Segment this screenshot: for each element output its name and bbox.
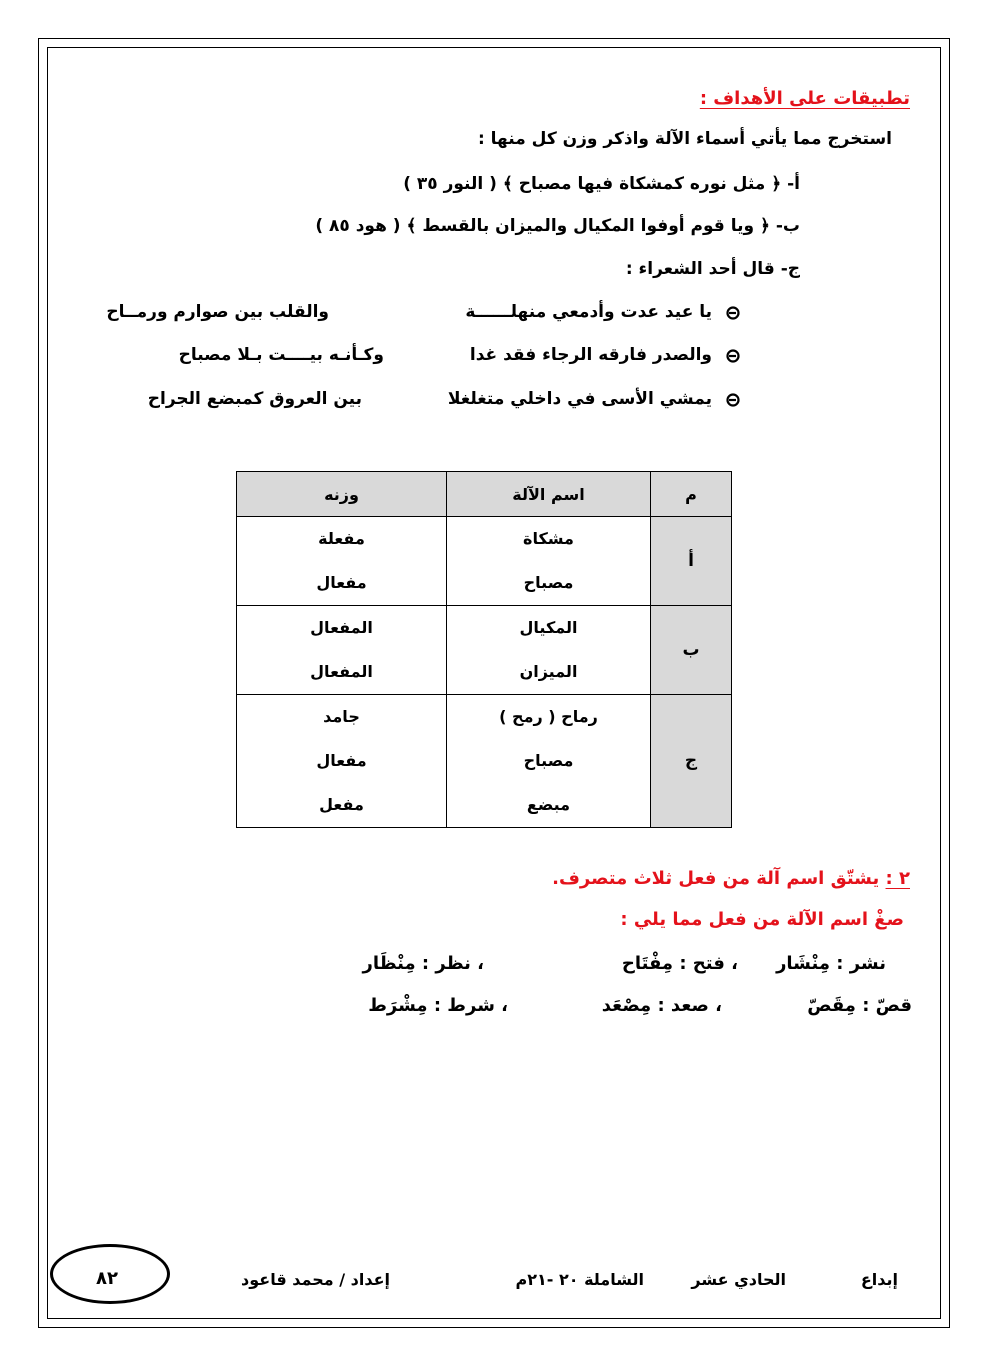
group-key: أ (651, 517, 732, 606)
weights-cell (237, 606, 447, 695)
header-instrument-name: اسم الآلة (447, 472, 651, 517)
instrument-weight: مفعلة (318, 529, 365, 548)
verse-reference: ( النور ٣٥ ) (403, 174, 497, 194)
instrument-weight: المفعال (310, 618, 373, 637)
instrument-name: مصباح (523, 573, 574, 592)
item-label: ب- (775, 216, 800, 236)
item-label: ج- (780, 259, 800, 279)
instrument-nouns-table (236, 471, 732, 828)
footer-grade: الحادي عشر (691, 1270, 786, 1289)
poem-line-3-first: يمشي الأسى في داخلي متغلغلا (447, 389, 712, 409)
example-4: قصّ : مِقَصّ (807, 995, 912, 1016)
table-row (237, 517, 732, 606)
instrument-name: المكيال (519, 618, 578, 637)
ornate-bracket-close: ﴾ (406, 216, 417, 236)
instrument-weight: جامد (323, 707, 360, 726)
verse-item-b (315, 215, 800, 236)
ornate-bracket-close: ﴾ (502, 174, 513, 194)
instrument-name: مشكاة (523, 529, 574, 548)
instrument-name: مبضع (526, 795, 571, 814)
weights-cell (237, 695, 447, 828)
section-number: ٢ : (885, 868, 910, 889)
verse-reference: ( هود ٨٥ ) (315, 216, 401, 236)
section-heading: تطبيقات على الأهداف : (699, 88, 910, 109)
group-key: ج (651, 695, 732, 828)
poem-line-2-first: والصدر فارقه الرجاء فقد غدا (469, 345, 712, 365)
ornate-bracket-open: ﴿ (771, 174, 782, 194)
table-row (237, 606, 732, 695)
poem-line-2-second: وكـأنـه بيــــت بـلا مصباح (178, 345, 384, 365)
example-5: ، صعد : مِصْعَد (601, 995, 722, 1016)
poem-line-3-second: بين العروق كمبضع الجراح (147, 389, 362, 409)
footer-ibdaa: إبداع (860, 1270, 898, 1289)
instruction-text: استخرج مما يأتي أسماء الآلة واذكر وزن كل منها : (477, 129, 892, 149)
verse-item-a (403, 173, 800, 194)
poem-line-1-second: والقلب بين صوارم ورمــاح (106, 302, 329, 322)
page-number: ٨٢ (96, 1268, 118, 1289)
group-key: ب (651, 606, 732, 695)
rule-text: يشتّق اسم آلة من فعل ثلاث متصرف. (552, 868, 880, 889)
arrow-bullet-icon (726, 393, 740, 407)
header-weight: وزنه (237, 472, 447, 517)
names-cell (447, 695, 651, 828)
instrument-name: الميزان (519, 662, 578, 681)
example-3: ، نظر : مِنْظَار (362, 953, 484, 974)
example-1: نشر : مِنْشَار (776, 953, 886, 974)
instrument-weight: مفعال (316, 751, 367, 770)
table-row (237, 695, 732, 828)
footer-author: إعداد / محمد قاعود (241, 1270, 390, 1289)
instrument-name: رماح ( رمح ) (499, 707, 598, 726)
names-cell (447, 606, 651, 695)
poem-intro-item-c (626, 259, 800, 279)
instrument-name: مصباح (523, 751, 574, 770)
item-label: أ- (787, 174, 800, 194)
section-2-rule (552, 868, 910, 889)
weights-cell (237, 517, 447, 606)
instrument-weight: مفعل (319, 795, 364, 814)
names-cell (447, 517, 651, 606)
poem-line-1-first: يا عيد عدت وأدمعي منهلــــــة (465, 302, 712, 322)
example-2: ، فتح : مِفْتَاح (621, 953, 738, 974)
example-6: ، شرط : مِشْرَط (368, 995, 508, 1016)
verse-text: ويا قوم أوفوا المكيال والميزان بالقسط (422, 216, 755, 236)
section-2-task: صغْ اسم الآلة من فعل مما يلي : (620, 909, 904, 930)
arrow-bullet-icon (726, 306, 740, 320)
footer-course: الشاملة ٢٠ -٢١م (515, 1270, 644, 1289)
ornate-bracket-open: ﴿ (759, 216, 770, 236)
instrument-weight: مفعال (316, 573, 367, 592)
arrow-bullet-icon (726, 349, 740, 363)
table-header-row (237, 472, 732, 517)
verse-text: مثل نوره كمشكاة فيها مصباح (518, 174, 766, 194)
instrument-weight: المفعال (310, 662, 373, 681)
poem-intro-text: قال أحد الشعراء : (625, 259, 775, 279)
header-index: م (651, 472, 732, 517)
